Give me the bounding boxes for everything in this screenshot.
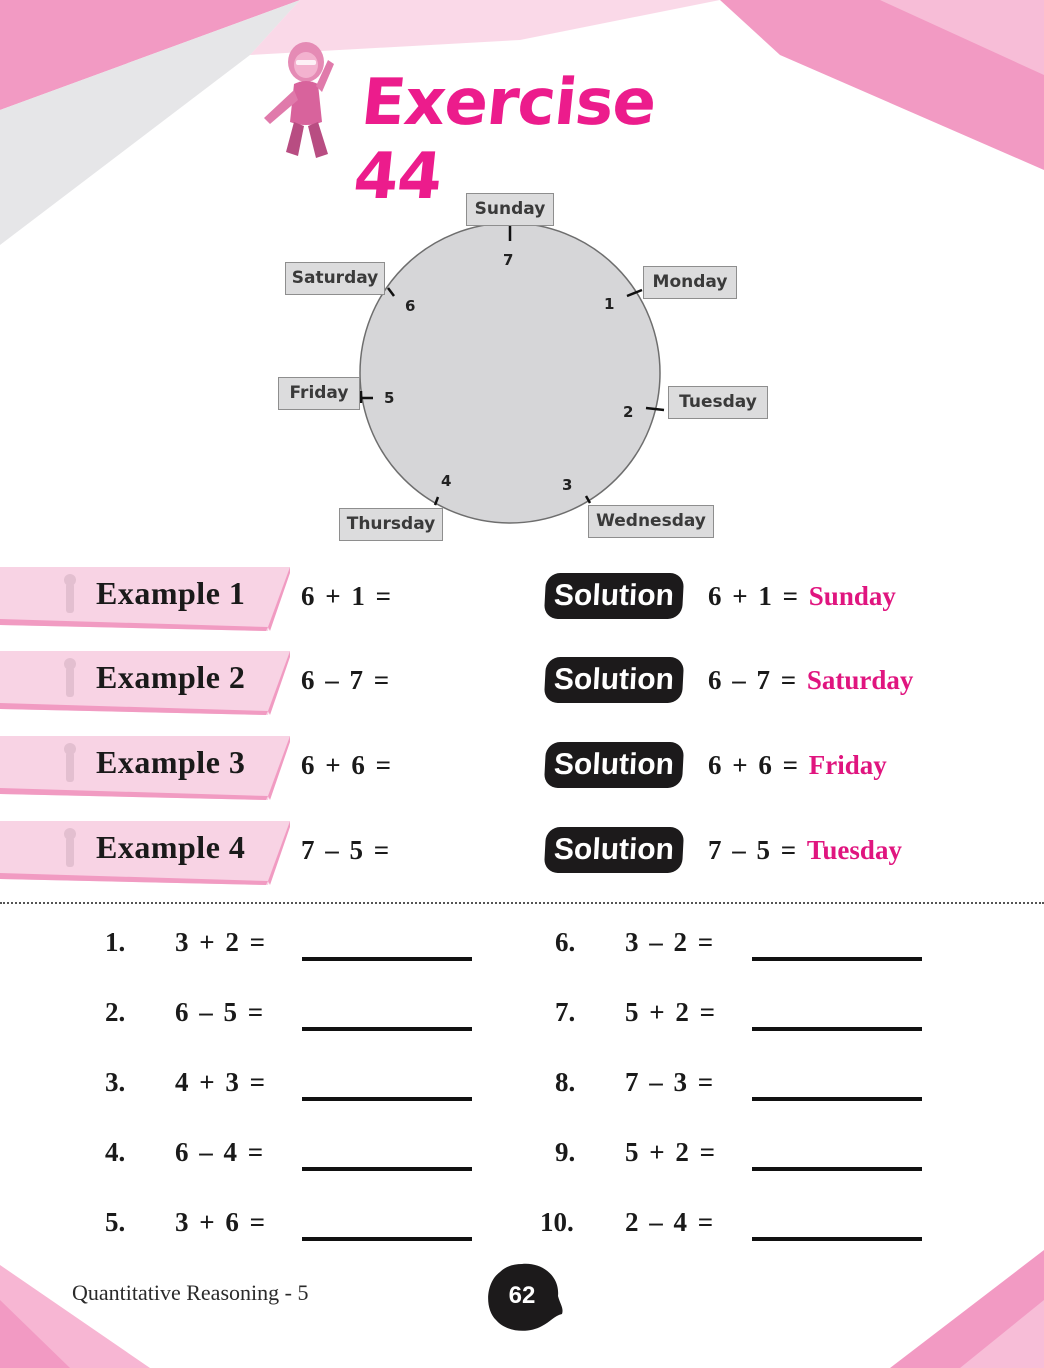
solution-expression: 7 – 5 = <box>708 835 797 865</box>
day-number-thursday: 4 <box>441 472 452 490</box>
answer-blank[interactable] <box>302 1237 472 1241</box>
question-number: 8. <box>555 1067 576 1097</box>
example-row <box>0 821 1044 891</box>
solution-answer: Tuesday <box>806 835 902 865</box>
solution-equation <box>708 665 913 696</box>
question-item <box>105 1207 545 1247</box>
solution-badge: Solution <box>544 827 684 873</box>
question-expression: 4 + 3 = <box>175 1067 266 1097</box>
answer-blank[interactable] <box>302 1167 472 1171</box>
day-label-sunday: Sunday <box>466 193 554 226</box>
answer-blank[interactable] <box>752 1097 922 1101</box>
solution-equation <box>708 581 896 612</box>
girl-mascot-icon <box>256 40 366 164</box>
solution-equation <box>708 835 902 866</box>
question-number: 1. <box>105 927 126 957</box>
solution-answer: Sunday <box>808 581 896 611</box>
solution-badge: Solution <box>544 742 684 788</box>
question-item <box>555 997 995 1037</box>
solution-expression: 6 + 6 = <box>708 750 799 780</box>
solution-equation <box>708 750 887 781</box>
solution-answer: Friday <box>808 750 887 780</box>
question-number: 9. <box>555 1137 576 1167</box>
question-expression: 5 + 2 = <box>625 1137 716 1167</box>
question-expression: 2 – 4 = <box>625 1207 714 1237</box>
question-expression: 6 – 4 = <box>175 1137 264 1167</box>
question-item <box>555 927 995 967</box>
day-label-wednesday: Wednesday <box>588 505 714 538</box>
question-number: 6. <box>555 927 576 957</box>
example-label: Example 3 <box>96 744 246 780</box>
solution-badge: Solution <box>544 573 684 619</box>
example-row <box>0 651 1044 721</box>
question-expression: 3 – 2 = <box>625 927 714 957</box>
example-question: 6 + 6 = <box>301 750 392 780</box>
example-question: 7 – 5 = <box>301 835 390 865</box>
solution-expression: 6 + 1 = <box>708 581 799 611</box>
day-label-tuesday: Tuesday <box>668 386 768 419</box>
question-item <box>105 1137 545 1177</box>
question-number: 10. <box>540 1207 574 1237</box>
example-question: 6 + 1 = <box>301 581 392 611</box>
answer-blank[interactable] <box>752 1237 922 1241</box>
day-number-sunday: 7 <box>503 251 514 269</box>
day-number-tuesday: 2 <box>623 403 634 421</box>
example-row <box>0 567 1044 637</box>
answer-blank[interactable] <box>302 1097 472 1101</box>
example-label: Example 4 <box>96 829 246 865</box>
days-of-week-wheel <box>270 185 780 545</box>
page-title: Exercise 44 <box>350 66 660 214</box>
question-number: 7. <box>555 997 576 1027</box>
day-number-wednesday: 3 <box>562 476 573 494</box>
solution-answer: Saturday <box>806 665 914 695</box>
question-item <box>105 997 545 1037</box>
question-expression: 6 – 5 = <box>175 997 264 1027</box>
question-number: 2. <box>105 997 126 1027</box>
day-label-monday: Monday <box>643 266 737 299</box>
section-divider <box>0 902 1044 904</box>
solution-expression: 6 – 7 = <box>708 665 797 695</box>
example-label: Example 1 <box>96 575 246 611</box>
example-row <box>0 736 1044 806</box>
question-item <box>540 1207 980 1247</box>
book-title: Quantitative Reasoning - 5 <box>72 1280 309 1305</box>
question-expression: 3 + 2 = <box>175 927 266 957</box>
day-number-saturday: 6 <box>405 297 416 315</box>
question-expression: 5 + 2 = <box>625 997 716 1027</box>
question-item <box>105 1067 545 1107</box>
question-item <box>105 927 545 967</box>
answer-blank[interactable] <box>752 1167 922 1171</box>
question-expression: 3 + 6 = <box>175 1207 266 1237</box>
answer-blank[interactable] <box>302 957 472 961</box>
solution-badge: Solution <box>544 657 684 703</box>
answer-blank[interactable] <box>752 957 922 961</box>
question-item <box>555 1137 995 1177</box>
example-label: Example 2 <box>96 659 246 695</box>
day-label-thursday: Thursday <box>339 508 443 541</box>
answer-blank[interactable] <box>302 1027 472 1031</box>
question-number: 4. <box>105 1137 126 1167</box>
wheel-circle <box>270 185 780 545</box>
question-number: 5. <box>105 1207 126 1237</box>
day-label-friday: Friday <box>278 377 360 410</box>
answer-blank[interactable] <box>752 1027 922 1031</box>
question-expression: 7 – 3 = <box>625 1067 714 1097</box>
question-number: 3. <box>105 1067 126 1097</box>
day-number-monday: 1 <box>604 295 615 313</box>
page-number: 62 <box>508 1282 536 1309</box>
example-question: 6 – 7 = <box>301 665 390 695</box>
question-item <box>555 1067 995 1107</box>
day-label-saturday: Saturday <box>285 262 385 295</box>
day-number-friday: 5 <box>384 389 395 407</box>
